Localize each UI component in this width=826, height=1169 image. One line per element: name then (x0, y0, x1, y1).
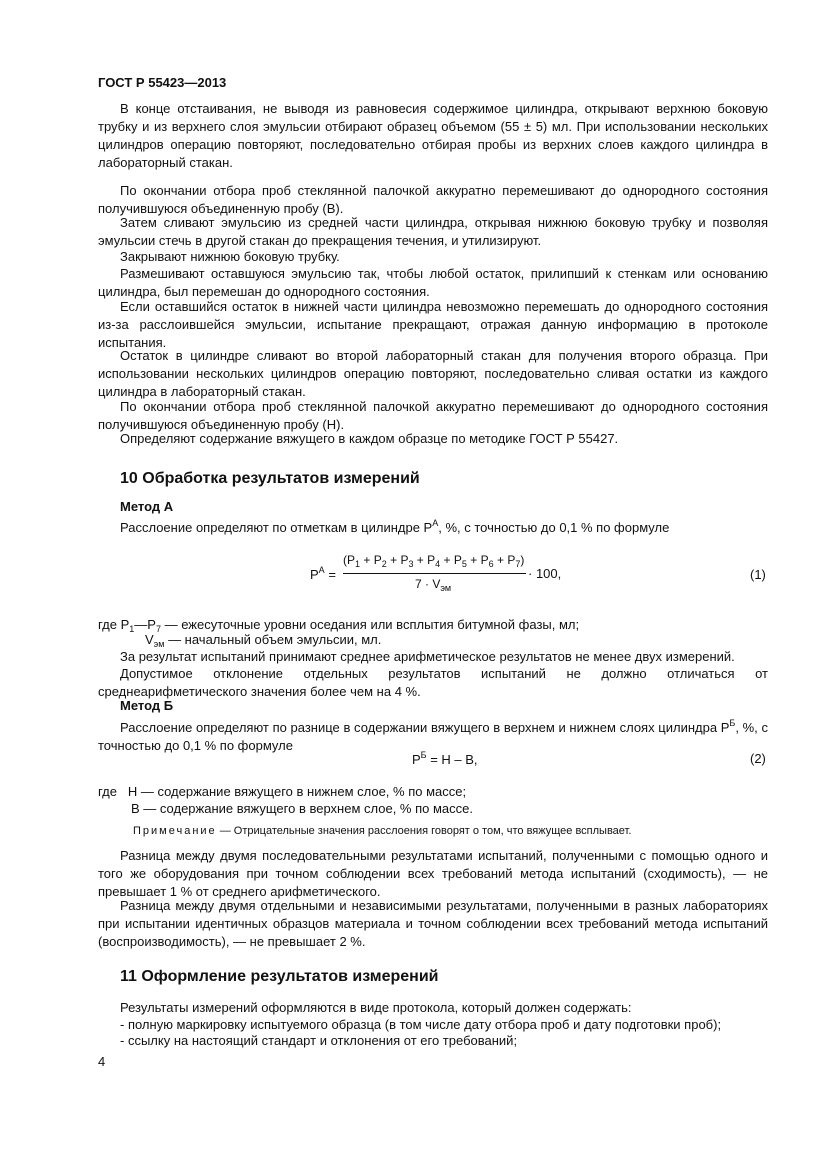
paragraph: По окончании отбора проб стеклянной палочкой аккуратно перемешивают до однородного состояния получившуюся объединенную пробу (В). (98, 183, 768, 216)
paragraph: Разница между двумя отдельными и независимыми результатами, полученными в разных лабораториях при испытании идентичных образцов материала и точном соблюдении всех требований метода испытаний (воспроизводимость), — не превышает 2 %. (98, 898, 768, 949)
where-item-vem: $V_{эм}$ — начальный объем эмульсии, мл. (145, 632, 382, 649)
formula-term: $Р_4$ (427, 553, 441, 569)
formula-term: $Р_6$ (480, 553, 494, 569)
method-b-intro: Расслоение определяют по разнице в содержании вяжущего в верхнем и нижнем слоях цилиндра $Р^Б$, %, с точностью до 0,1 % по формуле (98, 718, 768, 753)
method-a-title: Метод А (120, 499, 174, 514)
method-b-title: Метод Б (120, 698, 174, 713)
paragraph: В конце отстаивания, не выводя из равновесия содержимое цилиндра, открывают верхнюю боковую трубку и из верхнего слоя эмульсии отбирают образец объемом (55 ± 5) мл. При использовании нескольких цилиндров операцию повторяют, последовательно отбирая пробы из верхних слоев каждого цилиндра в лабораторный стакан. (98, 101, 768, 170)
formula-term: $Р_3$ (400, 553, 414, 569)
formula-1-number: (1) (750, 567, 766, 582)
formula-term: $Р_1$ (347, 553, 361, 569)
paragraph: Размешивают оставшуюся эмульсию так, чтобы любой остаток, прилипший к стенкам или основанию цилиндра, был перемешан до однородного состояния. (98, 266, 768, 299)
document-header: ГОСТ Р 55423—2013 (98, 75, 227, 90)
paragraph: Допустимое отклонение отдельных результатов испытаний не должно отличаться от среднеарифметического значения более чем на 4 %. (98, 666, 768, 699)
formula-1-numerator: $(Р_1 + Р_2 + Р_3 + Р_4 + Р_5 + Р_6 + Р_7)$ (343, 553, 525, 569)
paragraph: Определяют содержание вяжущего в каждом образце по методике ГОСТ Р 55427. (120, 431, 619, 446)
paragraph: Затем сливают эмульсию из средней части цилиндра, открывая нижнюю боковую трубку и позволяя эмульсии стечь в другой стакан до прекращения течения, и утилизируют. (98, 215, 768, 248)
paragraph: За результат испытаний принимают среднее арифметическое результатов не менее двух измерений. (120, 649, 735, 664)
where-item-v: В — содержание вяжущего в верхнем слое, % по массе. (131, 801, 473, 816)
where-item-n: где Н — содержание вяжущего в нижнем слое, % по массе; (98, 784, 467, 799)
plus-sign: + (493, 553, 508, 567)
where-item-p1-p7: где $Р_1—Р_7$ — ежесуточные уровни оседания или всплытия битумной фазы, мл; (98, 617, 580, 634)
formula-2-number: (2) (750, 751, 766, 766)
plus-sign: + (386, 553, 401, 567)
formula-1-denominator: $7 \cdot V_{эм}$ (415, 577, 452, 593)
section-10-title: 10 Обработка результатов измерений (120, 470, 420, 487)
list-item: - ссылку на настоящий стандарт и отклонения от его требований; (120, 1033, 518, 1048)
plus-sign: + (413, 553, 428, 567)
formula-term: $Р_2$ (373, 553, 387, 569)
fraction-line (343, 573, 526, 574)
plus-sign: + (466, 553, 481, 567)
paragraph: Если оставшийся остаток в нижней части цилиндра невозможно перемешать до однородного состояния из-за расслоившейся эмульсии, испытание прекращают, отражая данную информацию в протоколе испытания. (98, 299, 768, 350)
formula-term: $Р_5$ (453, 553, 467, 569)
paragraph: По окончании отбора проб стеклянной палочкой аккуратно перемешивают до однородного состояния получившуюся объединенную пробу (Н). (98, 399, 768, 432)
paragraph: Остаток в цилиндре сливают во второй лабораторный стакан для получения второго образца. При использовании нескольких цилиндров операцию повторяют, последовательно сливая остатки из каждого цилиндра в лабораторный стакан. (98, 348, 768, 399)
formula-term: $Р_7$ (507, 553, 521, 569)
page-number: 4 (98, 1054, 106, 1069)
paragraph: Разница между двумя последовательными результатами испытаний, полученными с помощью одного и того же оборудования при точном соблюдении всех требований метода испытаний (сходимость), — не превышает 1 % от среднего арифметического. (98, 848, 768, 899)
note: Примечание — Отрицательные значения расслоения говорят о том, что вяжущее всплывает. (133, 825, 632, 837)
section-11-title: 11 Оформление результатов измерений (120, 968, 439, 985)
paragraph: Результаты измерений оформляются в виде протокола, который должен содержать: (120, 1000, 632, 1015)
method-a-intro: Расслоение определяют по отметкам в цилиндре $Р^А$, %, с точностью до 0,1 % по формуле (120, 518, 670, 535)
plus-sign: + (440, 553, 454, 567)
paragraph: Закрывают нижнюю боковую трубку. (120, 249, 340, 264)
list-item: - полную маркировку испытуемого образца (в том числе дату отбора проб и дату подготовки проб); (120, 1017, 722, 1032)
plus-sign: + (360, 553, 374, 567)
